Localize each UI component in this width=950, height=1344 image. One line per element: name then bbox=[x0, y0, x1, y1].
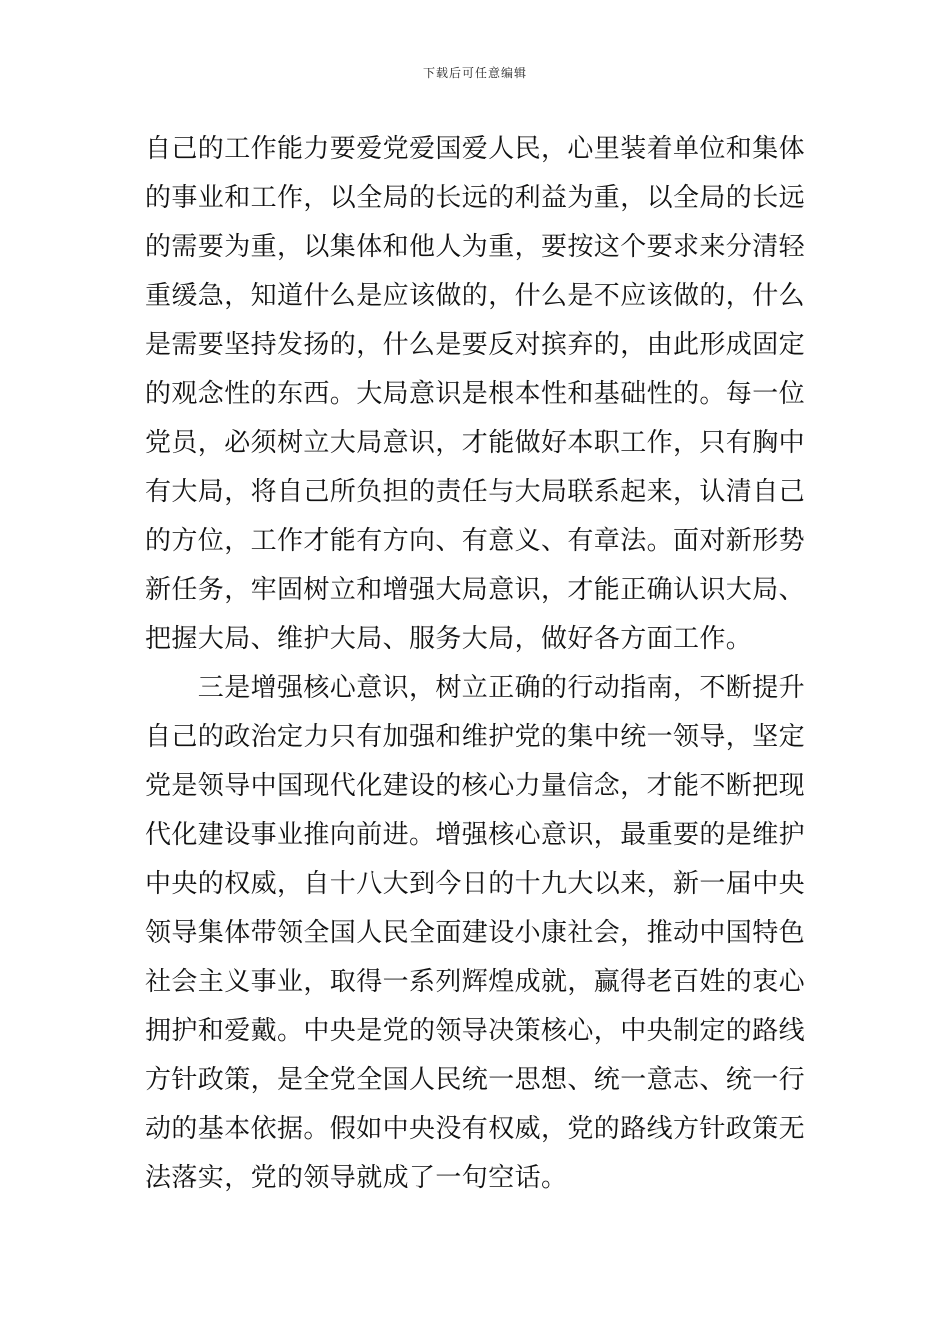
text-line: 自己的政治定力只有加强和维护党的集中统一领导，坚定 bbox=[145, 722, 806, 752]
text-line: 是需要坚持发扬的，什么是要反对摈弃的，由此形成固定 bbox=[145, 330, 806, 360]
text-line: 自己的工作能力要爱党爱国爱人民，心里装着单位和集体 bbox=[145, 134, 806, 164]
text-line: 的方位，工作才能有方向、有意义、有章法。面对新形势 bbox=[145, 526, 806, 556]
text-line: 有大局，将自己所负担的责任与大局联系起来，认清自己 bbox=[145, 477, 806, 507]
text-line: 社会主义事业，取得一系列辉煌成就，赢得老百姓的衷心 bbox=[145, 967, 806, 997]
paragraph-start-line: 三是增强核心意识，树立正确的行动指南，不断提升 bbox=[145, 673, 806, 703]
text-line: 的观念性的东西。大局意识是根本性和基础性的。每一位 bbox=[145, 379, 806, 409]
text-line: 把握大局、维护大局、服务大局，做好各方面工作。 bbox=[145, 624, 753, 654]
text-line: 中央的权威，自十八大到今日的十九大以来，新一届中央 bbox=[145, 869, 806, 899]
text-line: 新任务，牢固树立和增强大局意识，才能正确认识大局、 bbox=[145, 575, 806, 605]
text-line: 法落实，党的领导就成了一句空话。 bbox=[145, 1163, 568, 1193]
text-line: 党是领导中国现代化建设的核心力量信念，才能不断把现 bbox=[145, 771, 806, 801]
text-line: 领导集体带领全国人民全面建设小康社会，推动中国特色 bbox=[145, 918, 806, 948]
text-line: 方针政策，是全党全国人民统一思想、统一意志、统一行 bbox=[145, 1065, 806, 1095]
text-line: 拥护和爱戴。中央是党的领导决策核心，中央制定的路线 bbox=[145, 1016, 806, 1046]
body-text bbox=[145, 125, 815, 1203]
text-line: 代化建设事业推向前进。增强核心意识，最重要的是维护 bbox=[145, 820, 806, 850]
text-line: 的需要为重，以集体和他人为重，要按这个要求来分清轻 bbox=[145, 232, 806, 262]
text-line: 党员，必须树立大局意识，才能做好本职工作，只有胸中 bbox=[145, 428, 806, 458]
text-line: 动的基本依据。假如中央没有权威，党的路线方针政策无 bbox=[145, 1114, 806, 1144]
text-line: 重缓急，知道什么是应该做的，什么是不应该做的，什么 bbox=[145, 281, 806, 311]
page-header: 下载后可任意编辑 bbox=[422, 66, 527, 80]
text-line: 的事业和工作，以全局的长远的利益为重，以全局的长远 bbox=[145, 183, 806, 213]
